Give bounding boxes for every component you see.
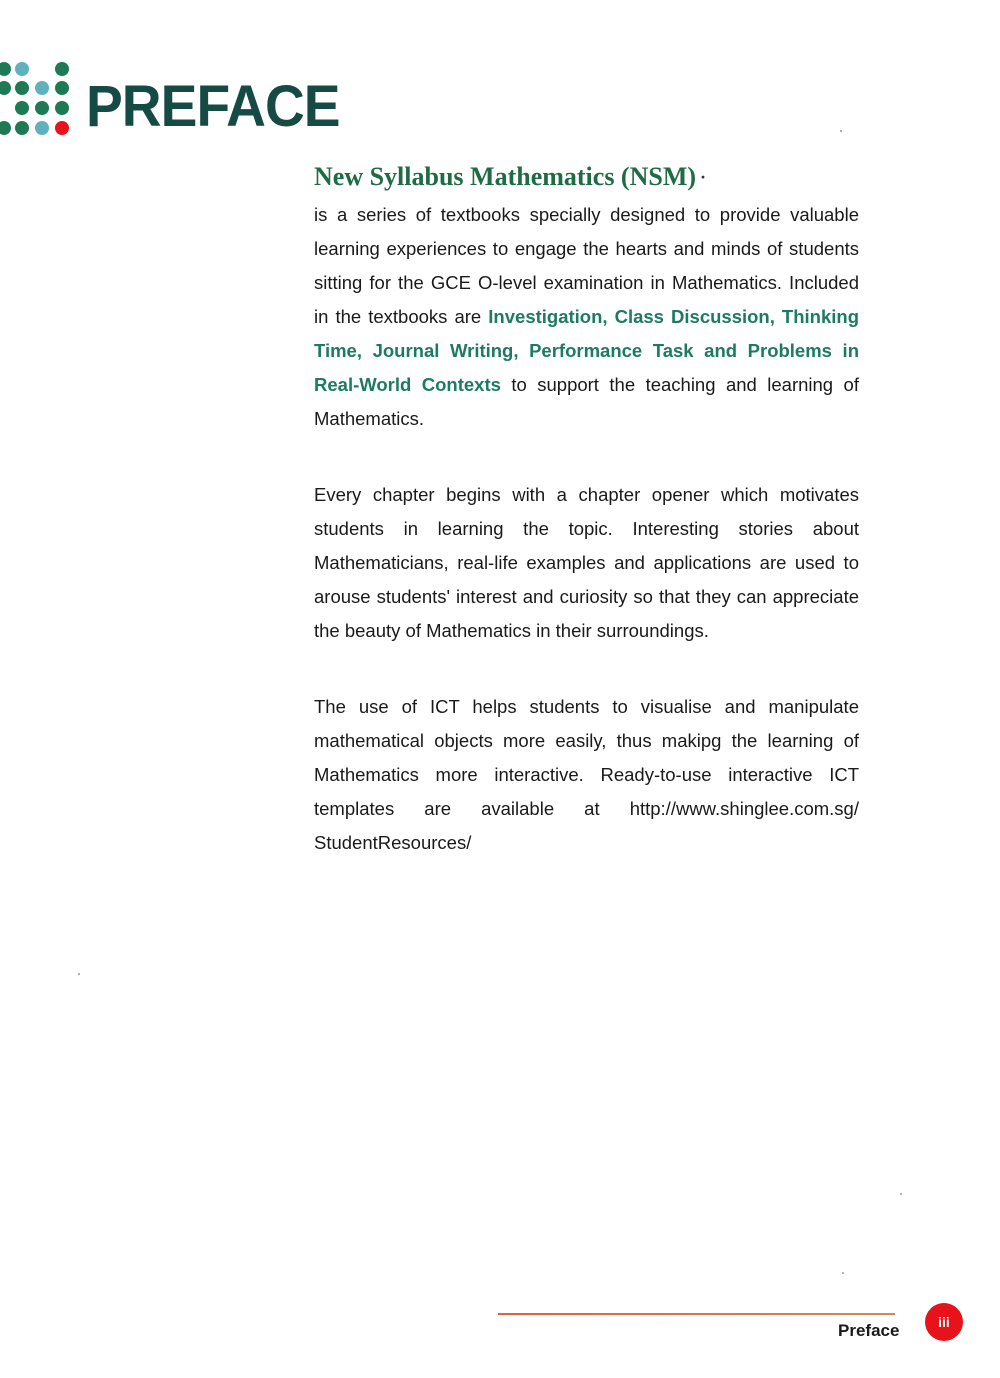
dot-green xyxy=(0,121,11,135)
dot-green xyxy=(0,62,11,76)
dot-green xyxy=(35,101,49,115)
dot-green xyxy=(0,81,11,95)
footer-divider xyxy=(498,1313,895,1315)
preface-body xyxy=(314,160,859,860)
series-title-mark: · xyxy=(700,167,707,187)
page-number-badge: iii xyxy=(925,1303,963,1341)
paragraph-3-text: The use of ICT helps students to visualise and manipulate mathematical objects more easily, thus makipg the learning of Mathematics more interactive. Ready-to-use interactive ICT templates are available at xyxy=(314,696,859,819)
dot-green xyxy=(55,81,69,95)
series-title-text: New Syllabus Mathematics (NSM) xyxy=(314,162,697,191)
scan-speck xyxy=(78,973,80,975)
dot-green xyxy=(15,81,29,95)
dot-green xyxy=(15,101,29,115)
scan-speck xyxy=(900,1193,902,1195)
paragraph-series-intro xyxy=(314,198,859,436)
dot-green xyxy=(55,62,69,76)
decorative-dot-grid xyxy=(0,62,76,142)
ict-resources-link[interactable]: http://www.shinglee.com.sg/ StudentResources/ xyxy=(314,798,859,853)
footer-section-label: Preface xyxy=(838,1321,900,1340)
dot-light-blue xyxy=(15,62,29,76)
dot-green xyxy=(55,101,69,115)
page-title: PREFACE xyxy=(86,74,340,139)
paragraph-1-intro: is a series of textbooks specially designed to provide valuable learning experiences to engage the hearts and minds of students sitting for the GCE O-level examination in Mathematics. Included in the textbooks are xyxy=(314,204,859,327)
dot-light-blue xyxy=(35,81,49,95)
scan-speck xyxy=(840,130,842,132)
series-title xyxy=(314,160,859,194)
scan-speck xyxy=(842,1272,844,1274)
paragraph-chapter-opener: Every chapter begins with a chapter opener which motivates students in learning the topic. Interesting stories about Mathematicians, real-life examples and applications are used to arouse students' interest and curiosity so that they can appreciate the beauty of Mathematics in their surroundings. xyxy=(314,484,859,641)
dot-red xyxy=(55,121,69,135)
dot-light-blue xyxy=(35,121,49,135)
paragraph-ict xyxy=(314,690,859,860)
feature-highlights: Investigation, Class Discussion, Thinking Time, Journal Writing, Performance Task and Problems in Real-World Contexts xyxy=(314,306,859,395)
paragraph-1-outro: to support the teaching and learning of Mathematics. xyxy=(314,374,859,429)
dot-green xyxy=(15,121,29,135)
